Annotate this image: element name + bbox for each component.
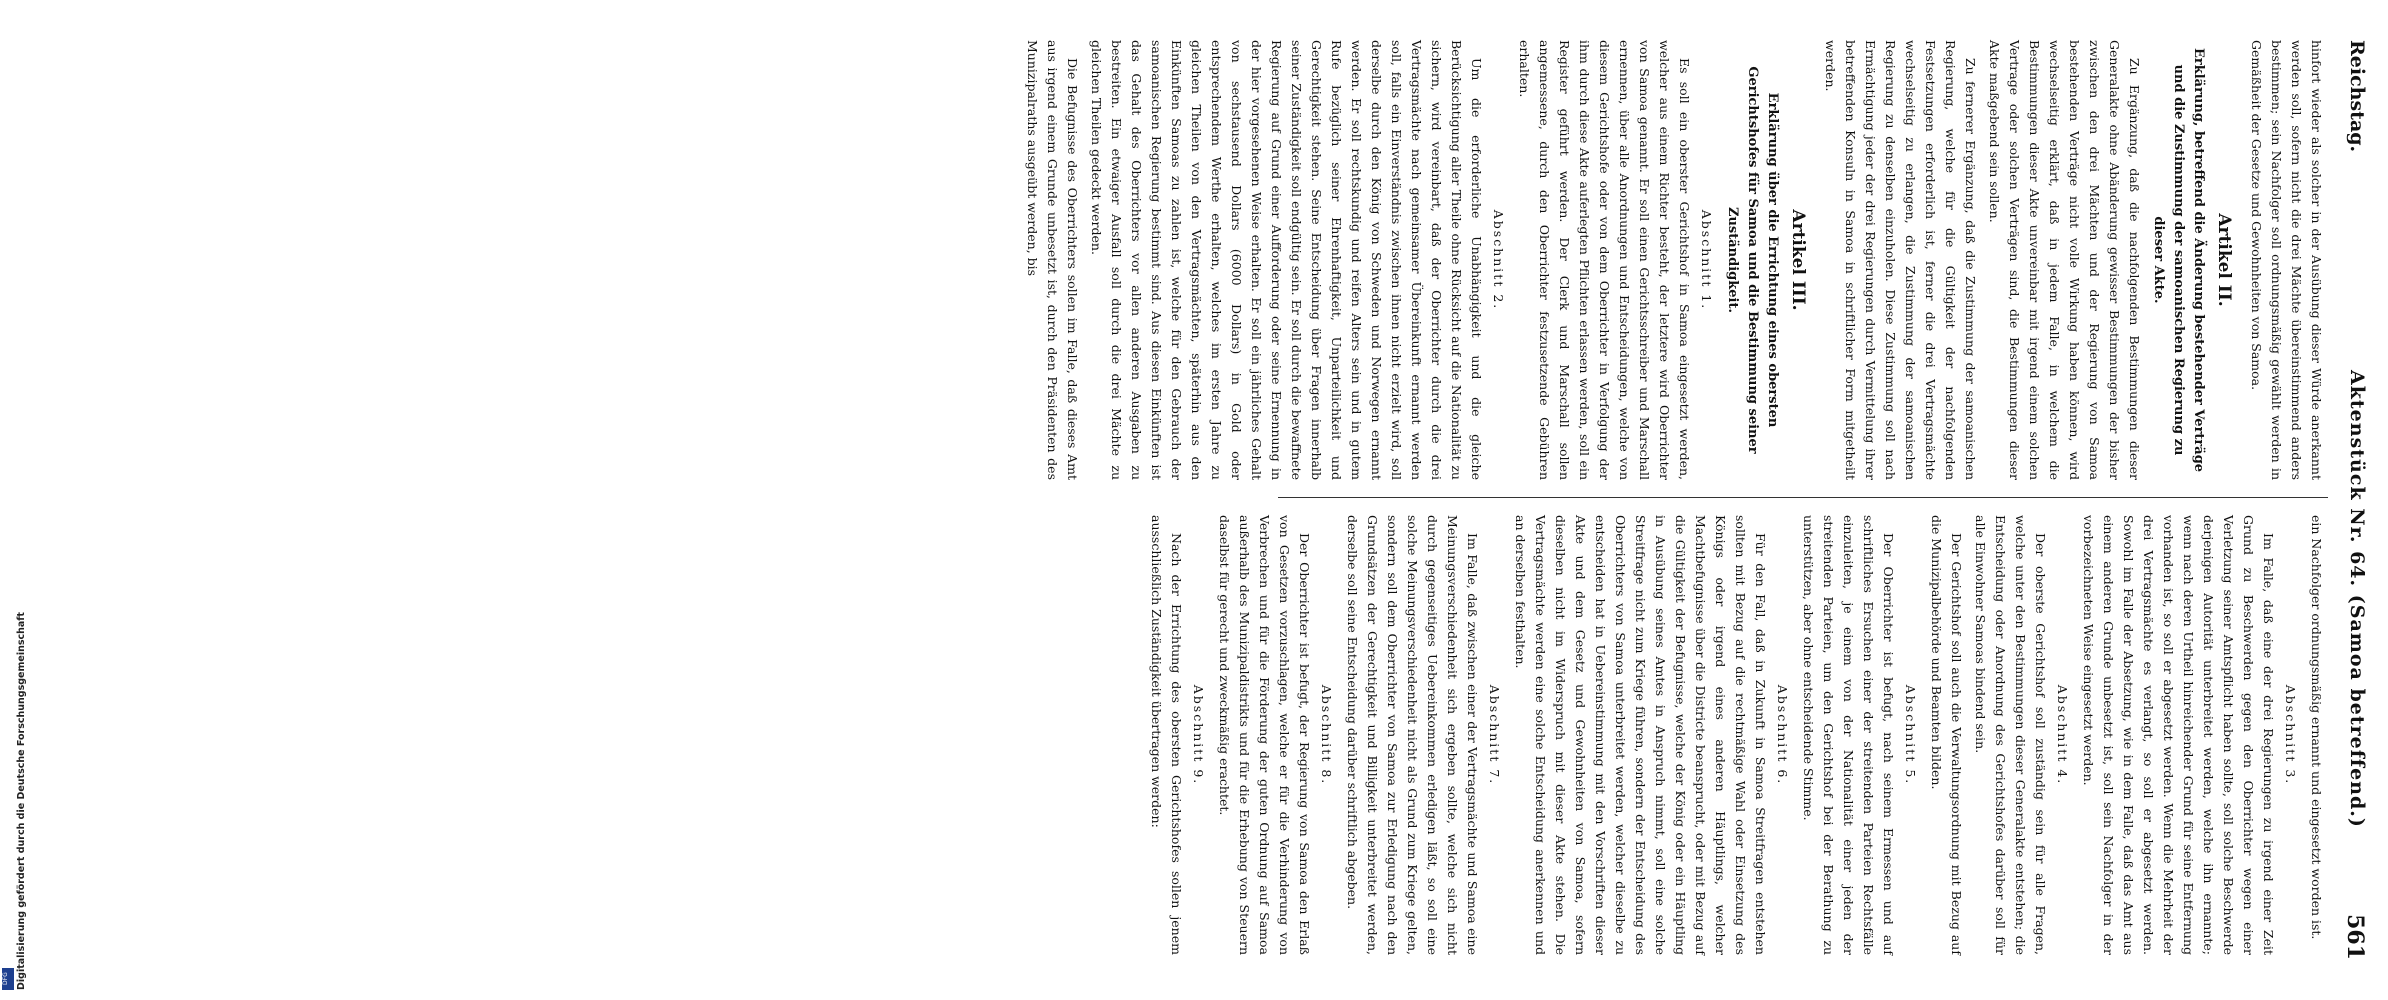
left-intro-paragraph: hinfort wieder als solcher in der Ausübung dieser Würde anerkannt werden soll, sofern nicht die drei Mächte übereinstimmend anders bestimmen; sein Nachfolger soll ordnungsmäßig gewählt werden in Gemäßheit der Gesetze und Gewohnheiten von Samoa.: [2249, 40, 2324, 480]
digitization-note: Digitalisierung gefördert durch die Deutsche Forschungsgemeinschaft: [16, 612, 27, 990]
left-column: [1025, 40, 2326, 480]
section-8-paragraph: Der Oberrichter ist befugt, der Regierung von Samoa den Erlaß von Gesetzen vorzuschlagen, welche er für die Verhinderung von Verbrechen und für die Förderung der guten Ordnung auf Samoa außerhalb des Munizipaldistrikts und für die Erhebung von Steuern daselbst für gerecht und zweckmäßig erachtet.: [1217, 515, 1312, 955]
section-2-paragraph-1: Um die erforderliche Unabhängigkeit und die gleiche Berücksichtigung aller Theile ohne Rücksicht auf die Nationalität zu sichern, wird vereinbart, daß der Oberrichter durch die drei Vertragsmächte nach gemeinsamer Übereinkunft ernannt werden soll, falls ein Einverständnis zwischen ihnen nicht erzielt wird, soll derselbe durch den König von Schweden und Norwegen ernannt werden. Er soll rechtskundig und reifen Alters sein und in gutem Rufe bezüglich seiner Ehrenhaftigkeit, Unparteilichkeit und Gerechtigkeit stehen. Seine Entscheidung über Fragen innerhalb seiner Zuständigkeit soll endgültig sein. Er soll durch die bewaffnete Regierung auf Grund einer Aufforderung oder seine Ernennung in der hier vorgesehenen Weise erhalten. Er soll ein jährliches Gehalt von sechstausend Dollars (6000 Dollars) in Gold oder entsprechendem Werthe erhalten, welches im ersten Jahre zu gleichen Theilen von den Vertragsmächten, späterhin aus den Einkünften Samoas zu zahlen ist, welche für den Gebrauch der samoanischen Regierung bestimmt sind. Aus diesen Einkünften ist das Gehalt des Oberrichters vor allen anderen Ausgaben zu bestreiten. Ein etwaiger Ausfall soll durch die drei Mächte zu gleichen Theilen gedeckt werden.: [1089, 40, 1484, 480]
section-3-label: Abschnitt 3.: [2283, 684, 2298, 786]
section-9-paragraph: Nach der Errichtung des obersten Gerichtshofes sollen jenem ausschließlich Zuständigkeit übertragen werden:: [1149, 515, 1184, 955]
section-3-paragraph: Im Falle, daß eine der drei Regierungen zu irgend einer Zeit Grund zu Beschwerden gegen den Oberrichter wegen einer Verletzung seiner Amtspflicht haben sollte, soll solche Beschwerde derjenigen Autorität unterbreitet werden, welche ihn ernannte; wenn nach deren Urtheil hinreichender Grund für seine Entfernung vorhanden ist, so soll er abgesetzt werden. Wenn die Mehrheit der drei Vertragsmächte es verlangt, so soll er abgesetzt werden. Sowohl im Falle der Absetzung, wie in dem Falle, daß das Amt aus einem anderen Grunde unbesetzt ist, soll sein Nachfolger in der vorbezeichneten Weise eingesetzt werden.: [2081, 515, 2276, 955]
section-2-label: Abschnitt 2.: [1491, 209, 1506, 311]
dfg-logo-icon: DFG: [2, 968, 14, 990]
section-1-paragraph: Es soll ein oberster Gerichtshof in Samoa eingesetzt werden, welcher aus einem Richter besteht, der letztere wird Oberrichter von Samoa genannt. Er soll einen Gerichtsschreiber und Marschall ernennen, über alle Anordnungen und Entscheidungen, welche von diesem Gerichtshofe oder von dem Oberrichter in Verfolgung der ihm durch diese Akte auferlegten Pflichten erlassen werden, soll ein Register geführt werden. Der Clerk und Marschall sollen angemessene, durch den Oberrichter festzusetzende Gebühren erhalten.: [1517, 40, 1692, 480]
header-left: Reichstag.: [2346, 40, 2368, 153]
header-title: Aktenstück Nr. 64. (Samoa betreffend.): [2346, 370, 2368, 828]
article-3-title: Artikel III.: [1788, 209, 1808, 311]
column-divider: [1278, 497, 2328, 498]
right-column: [1149, 515, 2326, 955]
section-4-label: Abschnitt 4.: [2055, 684, 2070, 786]
section-2-paragraph-2: Die Befugnisse des Oberrichters sollen im Falle, daß dieses Amt aus irgend einem Grunde unbesetzt ist, durch den Präsidenten des Munizipalraths ausgeübt werden, bis: [1025, 40, 1080, 480]
section-9-label: Abschnitt 9.: [1191, 684, 1206, 786]
section-4-paragraph-2: Der Gerichtshof soll auch die Verwaltungsordnung mit Bezug auf die Munizipalbehörde und Beamten bilden.: [1929, 515, 1964, 955]
article-2-title: Artikel II.: [2214, 213, 2234, 307]
running-header: [2338, 40, 2368, 960]
article-2-paragraph-1: Zu Ergänzung, daß die nachfolgenden Bestimmungen dieser Generalakte ohne Abänderung gewisser Bestimmungen der bisher zwischen den drei Mächten und der Regierung von Samoa bestehenden Verträge nicht volle Wirkung haben können, wird wechselseitig erklärt, daß in jedem Falle, in welchem die Bestimmungen dieser Akte unvereinbar mit irgend einem solchen Vertrage oder solchen Verträgen sind, die Bestimmungen dieser Akte maßgebend sein sollen.: [1987, 40, 2142, 480]
right-intro-paragraph: ein Nachfolger ordnungsmäßig ernannt und eingesetzt worden ist.: [2309, 515, 2324, 940]
section-5-paragraph: Der Oberrichter ist befugt, nach seinem Ermessen und auf schriftliches Ersuchen einer der streitenden Parteien Rechtsfälle einzuleiten, je einem von der Nationalität einer jeden der streitenden Parteien, um den Gerichtshof bei der Berathung zu unterstützen, aber ohne entscheidende Stimme.: [1801, 515, 1896, 955]
article-2-subtitle: Erklärung, betreffend die Änderung bestehender Verträge und die Zustimmung der samoanischen Regierung zu dieser Akte.: [2151, 47, 2206, 473]
section-7-label: Abschnitt 7.: [1487, 684, 1502, 786]
article-2-paragraph-2: Zu fernerer Ergänzung, daß die Zustimmung der samoanischen Regierung, welche für die Gültigkeit der nachfolgenden Festsetzungen erforderlich ist, ferner die drei Vertragsmächte wechselseitig zu erlangen, die Zustimmung der samoanischen Regierung zu denselben einzuholen. Diese Zustimmung soll nach Ermächtigung jeder der drei Regierungen durch Vermittelung ihrer betreffenden Konsuln in Samoa in schriftlicher Form mitgetheilt werden.: [1823, 40, 1978, 480]
scanned-sheet: [1025, 0, 2388, 1000]
section-8-label: Abschnitt 8.: [1319, 684, 1334, 786]
digitization-strip: [0, 0, 27, 1000]
section-7-paragraph: Im Falle, daß zwischen einer der Vertragsmächte und Samoa eine Meinungsverschiedenheit sich ergeben sollte, welche sich nicht durch gegenseitiges Uebereinkommen erledigen läßt, so soll eine solche Meinungsverschiedenheit nicht als Grund zum Kriege gelten, sondern soll dem Oberrichter von Samoa zur Erledigung nach den Grundsätzen der Gerechtigkeit und Billigkeit unterbreitet werden, derselbe soll seine Entscheidung darüber schriftlich abgeben.: [1345, 515, 1480, 955]
section-4-paragraph-1: Der oberste Gerichtshof soll zuständig sein für alle Fragen, welche unter den Bestimmungen dieser Generalakte entstehen; die Entscheidung oder Anordnung des Gerichtshofes darüber soll für alle Einwohner Samoas bindend sein.: [1973, 515, 2048, 955]
page-number: 561: [2342, 914, 2368, 960]
section-1-label: Abschnitt 1.: [1699, 209, 1714, 311]
section-5-label: Abschnitt 5.: [1903, 684, 1918, 786]
section-6-paragraph: Für den Fall, daß in Zukunft in Samoa Streitfragen entstehen sollten mit Bezug auf die rechtmäßige Wahl oder Einsetzung des Königs oder irgend eines anderen Häuptlings, welcher Machtbefugnisse über die Districte beansprucht, oder mit Bezug auf die Gültigkeit der Befugnisse, welche der König oder ein Häuptling in Ausübung seines Amtes in Anspruch nimmt, soll eine solche Streitfrage nicht zum Kriege führen, sondern der Entscheidung des Oberrichters von Samoa unterbreitet werden, welcher dieselbe zu entscheiden hat in Uebereinstimmung mit den Vorschriften dieser Akte und dem Gesetz und Gewohnheiten von Samoa, sofern dieselben nicht im Widerspruch mit dieser Akte stehen. Die Vertragsmächte werden eine solche Entscheidung anerkennen und an derselben festhalten.: [1513, 515, 1768, 955]
article-3-subtitle: Erklärung über die Errichtung eines obersten Gerichtshofes für Samoa und die Bestimmung seiner Zuständigkeit.: [1725, 66, 1780, 454]
section-6-label: Abschnitt 6.: [1775, 684, 1790, 786]
